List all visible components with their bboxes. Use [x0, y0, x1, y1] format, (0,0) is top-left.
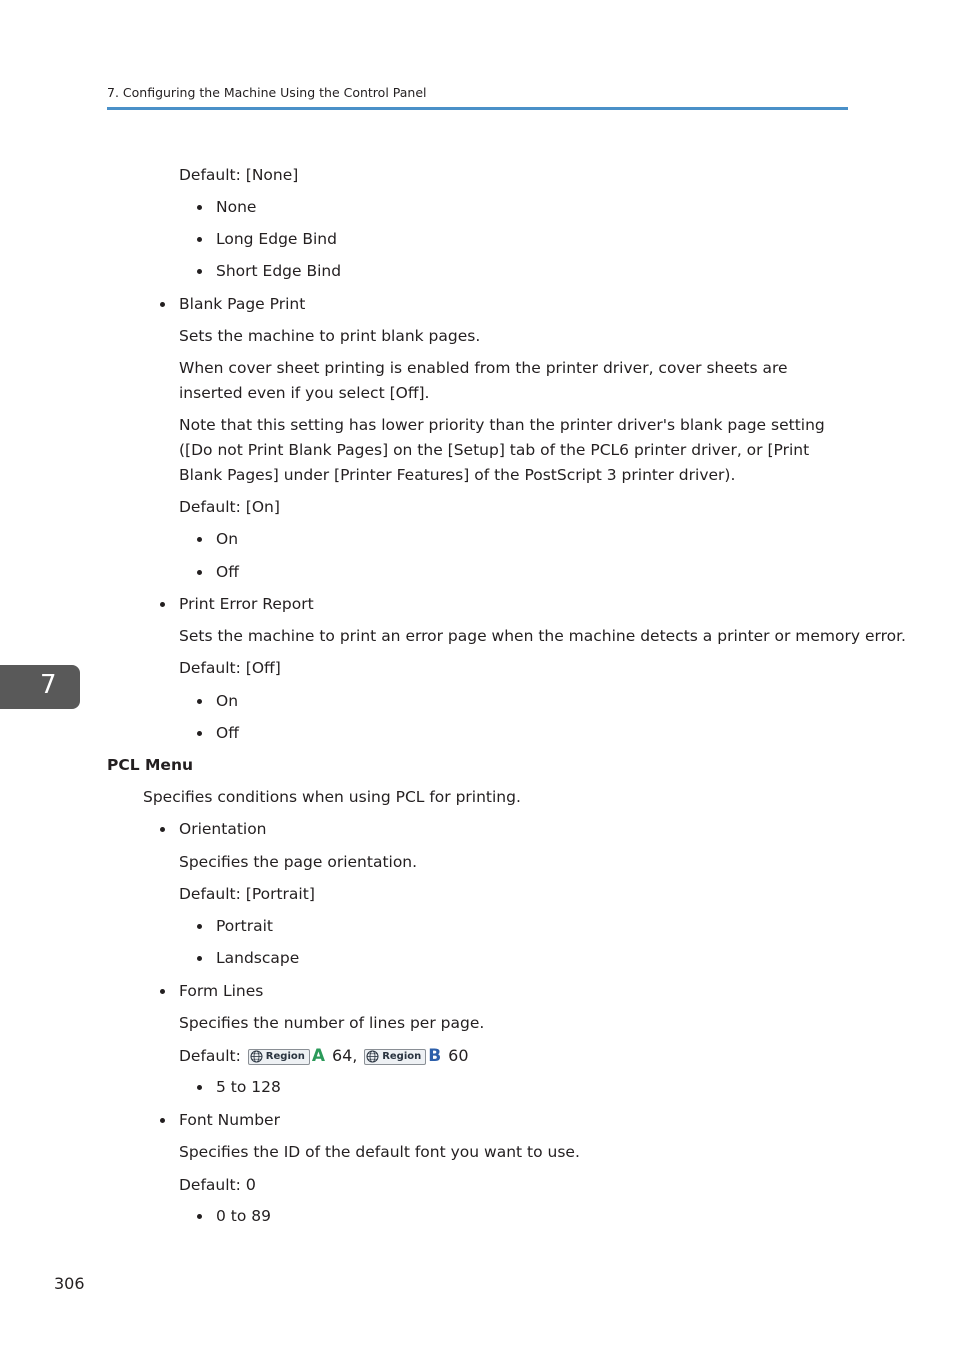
option-item: 5 to 128	[216, 1078, 281, 1096]
bullet	[197, 205, 202, 210]
setting-title: Blank Page Print	[179, 295, 306, 313]
bullet	[160, 302, 165, 307]
separator: ,	[352, 1047, 358, 1065]
option-item: None	[216, 198, 257, 216]
setting-title: Orientation	[179, 820, 267, 838]
chapter-tab	[0, 665, 80, 709]
setting-title: Font Number	[179, 1111, 280, 1129]
bullet	[197, 731, 202, 736]
setting-description: Specifies the number of lines per page.	[179, 1014, 485, 1032]
option-item: Off	[216, 563, 239, 581]
chapter-number: 7	[40, 670, 57, 700]
setting-title: Print Error Report	[179, 595, 314, 613]
bullet	[197, 1085, 202, 1090]
default-line	[179, 1172, 256, 1198]
section-intro: Specifies conditions when using PCL for printing.	[143, 788, 521, 806]
option-item: Portrait	[216, 917, 273, 935]
default-prefix: Default:	[179, 1176, 241, 1194]
bullet	[197, 269, 202, 274]
region-a-badge	[248, 1044, 325, 1069]
region-label: Region	[265, 1051, 305, 1062]
region-label: Region	[382, 1051, 422, 1062]
default-line: Default: [Portrait]	[179, 885, 315, 903]
bullet	[197, 956, 202, 961]
default-line	[179, 1043, 469, 1069]
setting-title: Form Lines	[179, 982, 264, 1000]
bullet	[160, 827, 165, 832]
page-number: 306	[54, 1274, 85, 1293]
region-b-value: 60	[448, 1046, 469, 1065]
default-prefix: Default:	[179, 1047, 241, 1065]
option-item: On	[216, 692, 239, 710]
option-item: On	[216, 530, 239, 548]
globe-icon	[250, 1050, 263, 1063]
setting-note: Note that this setting has lower priority than the printer driver's blank page setting ([Do not Print Blank Pages] on the [Setup] tab of the PCL6 printer driver, or [Print Blank Pages] under [Printer Features] of the PostScript 3 printer driver).	[179, 416, 825, 484]
bullet	[160, 1118, 165, 1123]
region-b-badge	[364, 1044, 441, 1069]
setting-description: Specifies the page orientation.	[179, 853, 418, 871]
section-heading: PCL Menu	[107, 756, 194, 774]
default-value: 0	[245, 1175, 256, 1194]
default-line: Default: [On]	[179, 498, 280, 516]
region-letter-a: A	[311, 1046, 326, 1066]
bullet	[160, 989, 165, 994]
bullet	[197, 699, 202, 704]
bullet	[197, 570, 202, 575]
setting-description: Sets the machine to print blank pages.	[179, 327, 481, 345]
option-item: Short Edge Bind	[216, 262, 342, 280]
bullet	[197, 924, 202, 929]
bullet	[160, 602, 165, 607]
default-line: Default: [Off]	[179, 659, 281, 677]
setting-description: Specifies the ID of the default font you want to use.	[179, 1143, 580, 1161]
setting-description: When cover sheet printing is enabled from the printer driver, cover sheets are inserted even if you select [Off].	[179, 359, 788, 402]
region-label-box	[364, 1049, 426, 1065]
option-item: 0 to 89	[216, 1207, 271, 1225]
region-label-box	[248, 1049, 310, 1065]
header-rule	[107, 107, 848, 110]
region-a-value: 64	[331, 1046, 353, 1065]
option-item: Landscape	[216, 949, 300, 967]
bullet	[197, 1214, 202, 1219]
globe-icon	[366, 1050, 379, 1063]
running-header: 7. Configuring the Machine Using the Control Panel	[107, 85, 427, 100]
region-letter-b: B	[428, 1046, 442, 1066]
bullet	[197, 237, 202, 242]
bullet	[197, 537, 202, 542]
option-item: Off	[216, 724, 239, 742]
default-line: Default: [None]	[179, 166, 299, 184]
setting-description: Sets the machine to print an error page when the machine detects a printer or memory error.	[179, 627, 906, 645]
option-item: Long Edge Bind	[216, 230, 337, 248]
